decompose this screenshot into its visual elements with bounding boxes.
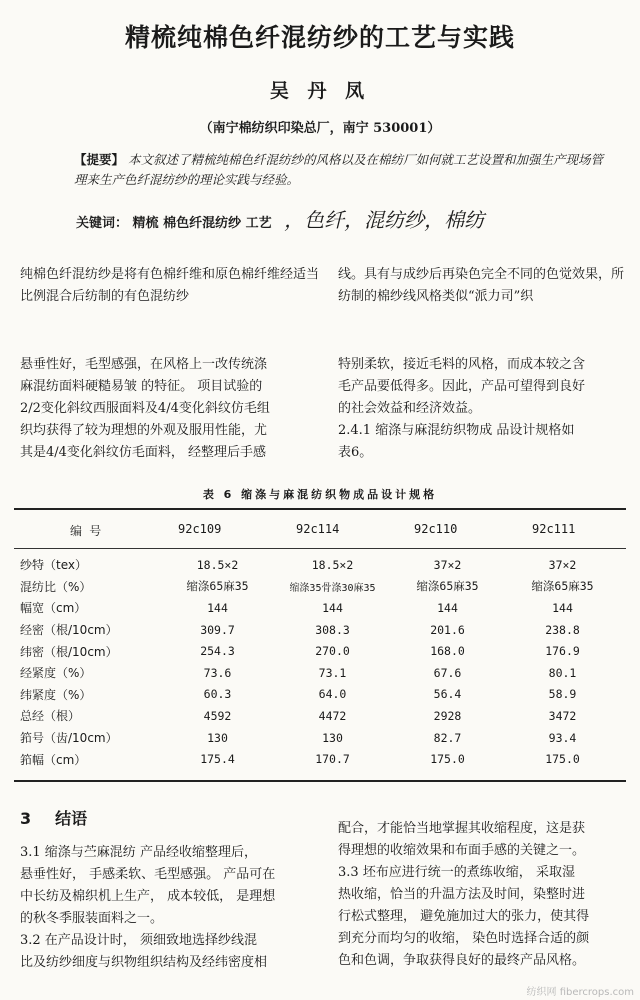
table-cell: 82.7: [433, 730, 462, 745]
body-top-left: [20, 354, 320, 464]
row-label: 经密（根/10cm）: [20, 623, 118, 638]
text-line: 麻混纺面料硬糙易皱 的特征。 项目试验的: [20, 379, 263, 394]
table-row: [20, 684, 620, 706]
table-cell: 144: [437, 600, 458, 615]
text-line: 色和色调，争取获得良好的最终产品风格。: [338, 953, 586, 968]
row-label: 经紧度（%）: [20, 666, 92, 681]
table-cell: 93.4: [548, 730, 577, 745]
table-cell: 4472: [318, 708, 347, 723]
table-header-col: 92c109: [178, 522, 222, 536]
table-cell: 175.0: [545, 752, 580, 767]
body-top-right: [338, 354, 626, 464]
table-cell: 60.3: [203, 687, 232, 702]
table-cell: 144: [207, 600, 228, 615]
table-row: [20, 554, 620, 576]
text-line: 悬垂性好， 手感柔软、毛型感强。 产品可在: [20, 867, 276, 882]
row-label: 幅宽（cm）: [20, 601, 87, 616]
text-line: 2/2变化斜纹西服面料及4/4变化斜纹仿毛组: [20, 401, 270, 416]
table-row: [20, 576, 620, 598]
text-line: 其是4/4变化斜纹仿毛面料， 经整理后手感: [20, 445, 267, 460]
section-heading: [20, 806, 87, 829]
table-cell: 2928: [433, 708, 462, 723]
table-cell: 缩涤65麻35: [531, 579, 594, 594]
table-cell: 73.6: [203, 665, 232, 680]
table-row: [20, 727, 620, 749]
table-header-col: 92c114: [296, 522, 340, 536]
table-row: [20, 662, 620, 684]
text-line: 的社会效益和经济效益。: [338, 401, 482, 416]
table-cell: 58.9: [548, 687, 577, 702]
text-line: 配合，才能恰当地掌握其收缩程度，这是获: [338, 821, 586, 836]
conclusion-right: [338, 818, 626, 972]
abstract-label: 【提要】: [74, 152, 125, 167]
table-cell: 130: [207, 730, 228, 745]
table-cell: 缩涤65麻35: [416, 579, 479, 594]
table-cell: 308.3: [315, 622, 350, 637]
text-line: 到充分而均匀的收缩， 染色时选择合适的颜: [338, 931, 590, 946]
row-label: 总经（根）: [20, 709, 81, 724]
table-cell: 309.7: [200, 622, 235, 637]
table-row: [20, 597, 620, 619]
table-cell: 175.0: [430, 752, 465, 767]
table-cell: 37×2: [548, 557, 577, 572]
table-cell: 3472: [548, 708, 577, 723]
table-cell: 270.0: [315, 644, 350, 659]
table-bottom-rule: [14, 780, 626, 782]
text-line: 表6。: [338, 445, 373, 460]
table-header-col: 92c110: [414, 522, 458, 536]
row-label: 纬密（根/10cm）: [20, 644, 118, 659]
keywords-printed: 精梳 棉色纤混纺纱 工艺: [132, 216, 272, 231]
table-cell: 144: [322, 600, 343, 615]
row-label: 筘号（齿/10cm）: [20, 731, 118, 746]
table-cell: 64.0: [318, 687, 347, 702]
table-cell: 170.7: [315, 752, 350, 767]
table-cell: 4592: [203, 708, 232, 723]
table-cell: 254.3: [200, 644, 235, 659]
text-line: 比及纺纱细度与织物组织结构及经纬密度相: [20, 955, 268, 970]
table-cell: 144: [552, 600, 573, 615]
table-cell: 缩涤65麻35: [186, 579, 249, 594]
table-cell: 67.6: [433, 665, 462, 680]
table-cell: 缩涤35骨涤30麻35: [289, 582, 376, 594]
table-cell: 238.8: [545, 622, 580, 637]
watermark: 纺织网 fibercrops.com: [526, 987, 634, 998]
page-title: 精梳纯棉色纤混纺纱的工艺与实践: [124, 23, 515, 52]
table-header-rule: [14, 548, 626, 549]
table-row: [20, 619, 620, 641]
table-cell: 176.9: [545, 644, 580, 659]
table-cell: 130: [322, 730, 343, 745]
text-line: 中长纺及棉织机上生产， 成本较低， 是理想: [20, 889, 276, 904]
affiliation: （南宁棉纺织印染总厂，南宁 530001）: [199, 121, 441, 136]
table-top-rule: [14, 508, 626, 510]
section-title: 结语: [55, 809, 88, 828]
text-line: 毛产品要低得多。因此，产品可望得到良好: [338, 379, 586, 394]
table-row: [20, 640, 620, 662]
abstract: [74, 150, 614, 190]
intro-right: 线。具有与成纱后再染色完全不同的色觉效果，所纺制的棉纱线风格类似“派力司”织: [338, 267, 625, 304]
table-cell: 18.5×2: [196, 557, 239, 572]
text-line: 3.3 坯布应进行统一的煮练收缩， 采取湿: [338, 865, 575, 880]
table-cell: 18.5×2: [311, 557, 354, 572]
text-line: 3.1 缩涤与苎麻混纺 产品经收缩整理后，: [20, 845, 257, 860]
table-cell: 56.4: [433, 687, 462, 702]
text-line: 悬垂性好，毛型感强，在风格上一改传统涤: [20, 357, 268, 372]
text-line: 织均获得了较为理想的外观及服用性能，尤: [20, 423, 268, 438]
table-row: [20, 748, 620, 770]
table-cell: 37×2: [433, 557, 462, 572]
text-line: 2.4.1 缩涤与麻混纺织物成 品设计规格如: [338, 423, 575, 438]
abstract-text: 本文叙述了精梳纯棉色纤混纺纱的风格以及在棉纺厂如何就工艺设置和加强生产现场管理来生产色纤混纺纱的理论实践与经验。: [74, 152, 604, 187]
text-line: 的秋冬季服装面料之一。: [20, 911, 164, 926]
table-cell: 73.1: [318, 665, 347, 680]
author-name: 吴 丹 凤: [269, 80, 371, 102]
table-cell: 80.1: [548, 665, 577, 680]
row-label: 混纺比（%）: [20, 579, 92, 594]
table-cell: 175.4: [200, 752, 235, 767]
table-row: [20, 705, 620, 727]
row-label: 纱特（tex）: [20, 558, 87, 573]
table-cell: 168.0: [430, 644, 465, 659]
table-caption: 表 6 缩涤与麻混纺织物成品设计规格: [202, 488, 438, 501]
text-line: 特别柔软，接近毛料的风格，而成本较之含: [338, 357, 586, 372]
conclusion-left: [20, 842, 320, 974]
text-line: 3.2 在产品设计时， 须细致地选择纱线混: [20, 933, 257, 948]
table-cell: 201.6: [430, 622, 465, 637]
text-line: 得理想的收缩效果和布面手感的关键之一。: [338, 843, 586, 858]
section-number: 3: [20, 809, 32, 828]
table-header-label: 编 号: [70, 524, 102, 538]
keywords-handwritten: ，色纤，混纺纱，棉纺: [284, 208, 485, 232]
row-label: 纬紧度（%）: [20, 687, 92, 702]
spec-table: [20, 554, 620, 770]
keywords-label: 关键词：: [76, 216, 129, 231]
intro-left: 纯棉色纤混纺纱是将有色棉纤维和原色棉纤维经适当比例混合后纺制的有色混纺纱: [20, 267, 320, 304]
keywords: [76, 204, 484, 233]
text-line: 热收缩，恰当的升温方法及时间，染整时进: [338, 887, 586, 902]
row-label: 筘幅（cm）: [20, 752, 87, 767]
text-line: 行松式整理， 避免施加过大的张力，使其得: [338, 909, 590, 924]
table-header-col: 92c111: [532, 522, 576, 536]
